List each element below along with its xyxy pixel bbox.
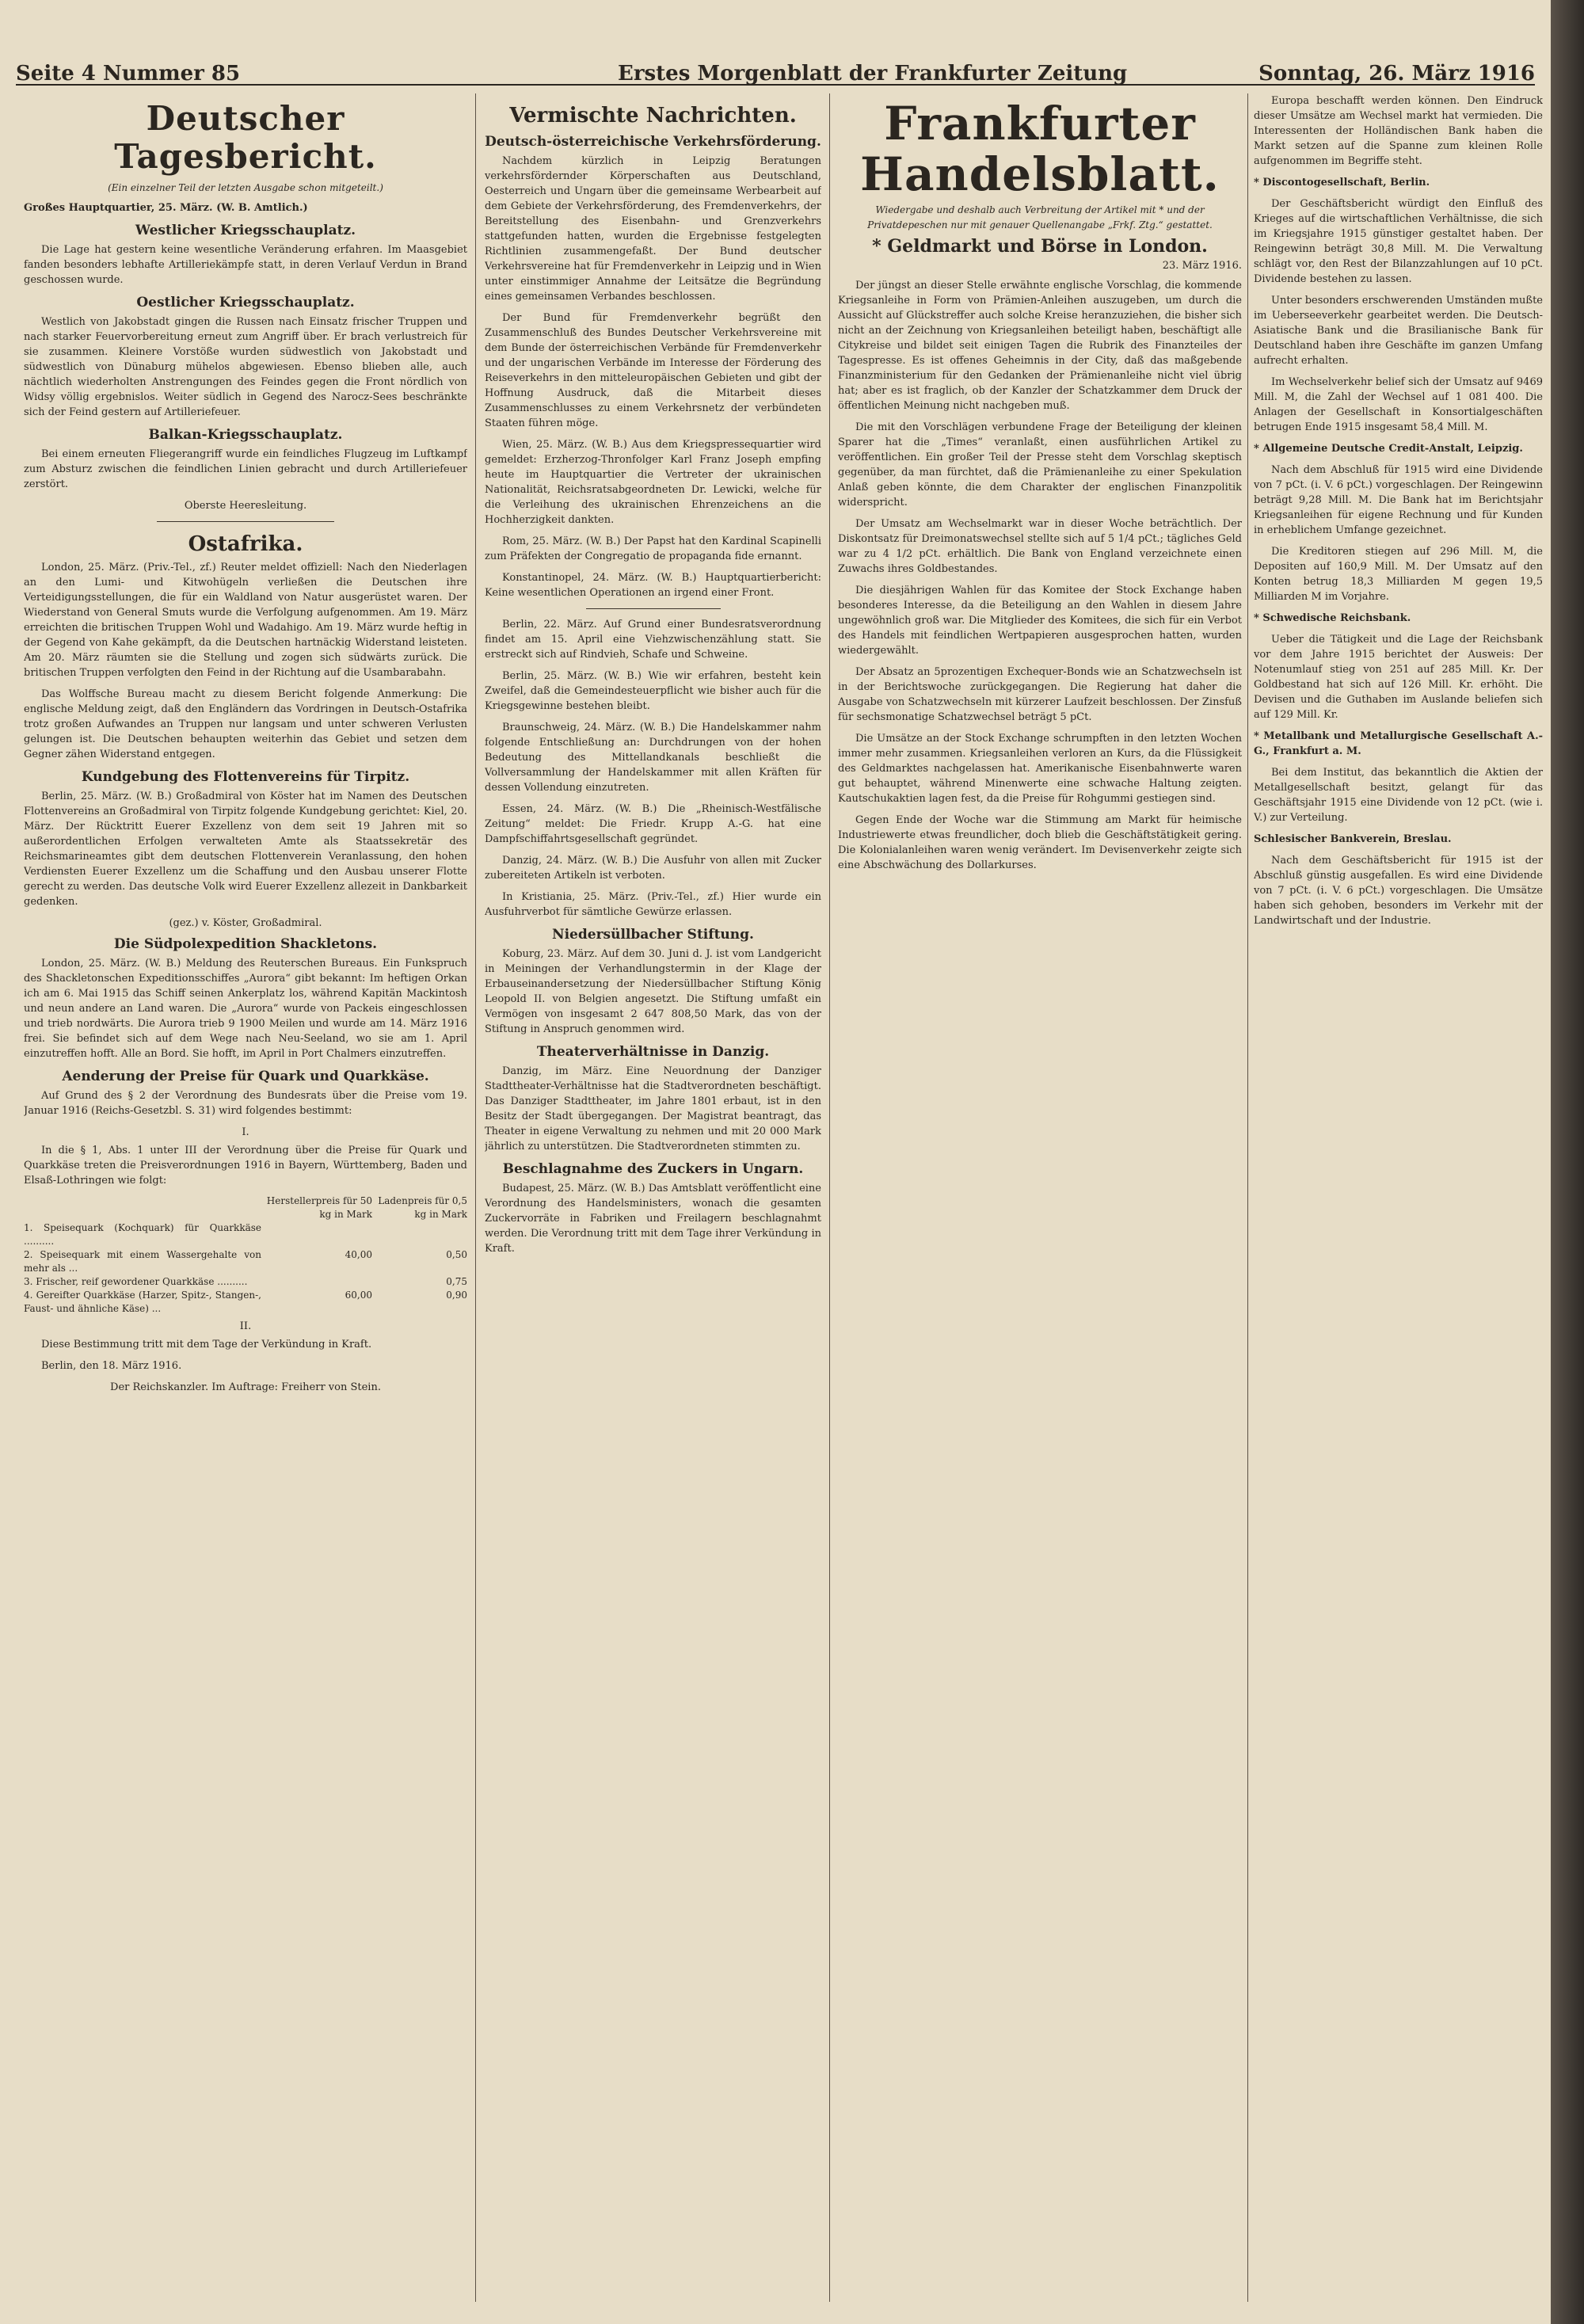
column-4 — [1254, 93, 1543, 2302]
paragraph: Die diesjährigen Wahlen für das Komitee der Stock Exchange haben besonderes Interesse, da die Beteiligung an den Wahlen in diesem Jahre ungewöhnlich groß war. Die Mitglieder des Komitees, die sich für ein Verbot des Handels mit feindlichen Wertpapieren ausgesprochen hatten, wurden wiedergewählt. — [838, 585, 1242, 657]
paragraph: Der Geschäftsbericht würdigt den Einfluß des Krieges auf die wirtschaftlichen Verhältnisse, die sich im Kriegsjahre 1915 günstiger gestaltet haben. Der Reingewinn beträgt 30,8 Mill. M. Die Verwaltung schlägt vor, den Rest der Bilanzzahlungen auf 10 pCt. Dividende bestehen zu lassen. — [1254, 198, 1543, 285]
cell: 0,50 — [446, 1249, 467, 1260]
issue-date: Sonntag, 26. März 1916 — [1258, 62, 1535, 86]
row-label: 2. Speisequark mit einem Wassergehalte von mehr als ... — [24, 1249, 261, 1274]
table-row — [24, 1221, 467, 1248]
paragraph: Nach dem Abschluß für 1915 wird eine Dividende von 7 pCt. (i. V. 6 pCt.) vorgeschlagen. Der Reingewinn beträgt 9,28 Mill. M. Die Bank hat im Berichtsjahr Kriegsanleihen für eigene Rechnung und für Kunden in erheblichem Umfange gezeichnet. — [1254, 464, 1543, 536]
paragraph: Das Wolffsche Bureau macht zu diesem Bericht folgende Anmerkung: Die englische Meldung zeigt, daß den Engländern das Vordringen in Deutsch-Ostafrika trotz großen Aufwandes an Truppen nur langsam und unter schweren Verlusten gelungen ist. Die Deutschen behaupten weiterhin das Gebiet und setzen dem Gegner zähen Widerstand entgegen. — [24, 688, 467, 760]
article-title: Aenderung der Preise für Quark und Quarkkäse. — [62, 1069, 429, 1084]
cell: 60,00 — [345, 1290, 372, 1301]
column-2 — [485, 93, 821, 2302]
table-row — [24, 1289, 467, 1316]
column-rule — [829, 93, 830, 2302]
paragraph: Wien, 25. März. (W. B.) Aus dem Kriegspressequartier wird gemeldet: Erzherzog-Thronfolger Karl Franz Joseph empfing heute im Hauptquartier die Vertreter der ukrainischen Nationalität, Reichsratsabgeordneten Dr. Lewicki, welche für die Verleihung des ukrainischen Ehrenzeichens an die Hochherzigkeit dankten. — [485, 439, 821, 526]
price-table — [24, 1194, 467, 1316]
paragraph: Die Lage hat gestern keine wesentliche Veränderung erfahren. Im Maasgebiet fanden besonders lebhafte Artilleriekämpfe statt, in deren Verlauf Verdun in Brand geschossen wurde. — [24, 244, 467, 286]
column-header: Herstellerpreis für 50 kg in Mark — [266, 1195, 372, 1220]
table-row — [24, 1275, 467, 1289]
paragraph: In Kristiania, 25. März. (Priv.-Tel., zf.) Hier wurde ein Ausfuhrverbot für sämtliche Gewürze erlassen. — [485, 891, 821, 918]
dateline: Berlin, den 18. März 1916. — [41, 1360, 182, 1372]
article-heading: Schlesischer Bankverein, Breslau. — [1254, 833, 1452, 845]
section-title: Deutscher Tagesbericht. — [114, 99, 377, 176]
article-title: * Geldmarkt und Börse in London. — [872, 236, 1208, 257]
paragraph: Konstantinopel, 24. März. (W. B.) Hauptquartierbericht: Keine wesentlichen Operationen an irgend einer Front. — [485, 572, 821, 599]
book-spine — [1551, 0, 1584, 2324]
paragraph: Europa beschafft werden können. Den Eindruck dieser Umsätze am Wechsel markt hat vermieden. Die Interessenten der Holländischen Bank haben die Markt setzen auf die Spanne zum kleinen Rolle aufgenommen im Begriffe steht. — [1254, 95, 1543, 167]
masthead: Erstes Morgenblatt der Frankfurter Zeitung — [618, 62, 1128, 86]
paragraph: Bei dem Institut, das bekanntlich die Aktien der Metallgesellschaft besitzt, gelangt für das Geschäftsjahr 1915 eine Dividende von 12 pCt. (wie i. V.) zur Verteilung. — [1254, 767, 1543, 824]
paragraph: Essen, 24. März. (W. B.) Die „Rheinisch-Westfälische Zeitung“ meldet: Die Friedr. Krupp A.-G. hat eine Dampfschiffahrtsgesellschaft gegründet. — [485, 803, 821, 845]
column-1 — [24, 93, 467, 2302]
section-title: Vermischte Nachrichten. — [509, 104, 797, 128]
paragraph: Danzig, 24. März. (W. B.) Die Ausfuhr von allen mit Zucker zubereiteten Artikeln ist verboten. — [485, 855, 821, 882]
article-heading: * Discontogesellschaft, Berlin. — [1254, 177, 1430, 189]
paragraph: Der Bund für Fremdenverkehr begrüßt den Zusammenschluß des Bundes Deutscher Verkehrsvereine mit dem Bunde der österreichischen Verbände für Fremdenverkehr und der ungarischen Verbände im Interesse der Förderung des Reiseverkehrs in den mitteleuropäischen Gebieten und gibt der Hoffnung Ausdruck, daß die Mitarbeit dieses Zusammenschlusses zu einem Verkehrsnetz der verbündeten Staaten führen möge. — [485, 312, 821, 429]
column-header: Ladenpreis für 0,5 kg in Mark — [378, 1195, 467, 1220]
paragraph: Der Absatz an 5prozentigen Exchequer-Bonds wie an Schatzwechseln ist in der Berichtswoche zurückgegangen. Die Regierung hat daher die Ausgabe von Schatzwechseln mit kürzerer Laufzeit beschlossen. Der Zinsfuß für sechsmonatige Schatzwechsel beträgt 5 pCt. — [838, 666, 1242, 723]
copyright-note: Wiedergabe und deshalb auch Verbreitung der Artikel mit * und der Privatdepeschen nur mit genauer Quellenangabe „Frkf. Ztg.“ gestattet. — [867, 204, 1213, 230]
paragraph: Berlin, 25. März. (W. B.) Großadmiral von Köster hat im Namen des Deutschen Flottenvereins an Großadmiral von Tirpitz folgende Kundgebung gerichtet: Kiel, 20. März. Der Rücktritt Euerer Exzellenz von dem seit 19 Jahren mit so außerordentlichen Erfolgen verwalteten Amte als Staatssekretär des Reichsmarineamtes gibt dem deutschen Flottenverein Veranlassung, den hohen Verdiensten Euerer Exzellenz um die Schaffung und den Ausbau unserer Flotte gerecht zu werden. Das deutsche Volk wird Euerer Exzellenz allezeit in Dankbarkeit gedenken. — [24, 791, 467, 908]
divider — [157, 521, 334, 522]
subheading: Deutsch-österreichische Verkehrsförderung. — [485, 134, 821, 150]
page-header — [16, 40, 1535, 86]
article-title: Ostafrika. — [188, 532, 303, 556]
article-title: Die Südpolexpedition Shackletons. — [113, 936, 378, 952]
paragraph: Diese Bestimmung tritt mit dem Tage der Verkündung in Kraft. — [41, 1339, 372, 1351]
column-3 — [838, 93, 1242, 2302]
paragraph: Der jüngst an dieser Stelle erwähnte englische Vorschlag, die kommende Kriegsanleihe in Form von Prämien-Anleihen auszugeben, um durch die Aussicht auf Glückstreffer auch solche Kreise heranzuziehen, die bisher sich nicht an der Zeichnung von Kriegsanleihen beteiligt haben, beschäftigt alle Citykreise und bildet seit einigen Tagen die Rubrik des Finanzteiles der Tagespresse. Es ist offenes Geheimnis in der City, daß das maßgebende Finanzministerium für den Gedanken der Prämienanleihe nicht viel übrig hat; aber es ist fraglich, ob der Kanzler der Schatzkammer dem Druck der öffentlichen Meinung nicht nachgeben muß. — [838, 280, 1242, 412]
dateline: 23. März 1916. — [1162, 260, 1242, 272]
row-label: 3. Frischer, reif gewordener Quarkkäse .......... — [24, 1276, 248, 1287]
table-header — [24, 1194, 467, 1221]
signature: Der Reichskanzler. Im Auftrage: Freiherr von Stein. — [110, 1381, 381, 1393]
paragraph: Die Kreditoren stiegen auf 296 Mill. M, die Depositen auf 160,9 Mill. M. Der Umsatz auf den Konten betrug 18,3 Milliarden M gegen 19,5 Milliarden M im Vorjahre. — [1254, 546, 1543, 603]
column-rule — [475, 93, 476, 2302]
section-subtitle: (Ein einzelner Teil der letzten Ausgabe schon mitgeteilt.) — [108, 182, 383, 193]
article-heading: * Allgemeine Deutsche Credit-Anstalt, Leipzig. — [1254, 443, 1523, 455]
paragraph: In die § 1, Abs. 1 unter III der Verordnung über die Preise für Quark und Quarkkäse treten die Preisverordnungen 1916 in Bayern, Württemberg, Baden und Elsaß-Lothringen wie folgt: — [24, 1145, 467, 1187]
paragraph: London, 25. März. (W. B.) Meldung des Reuterschen Bureaus. Ein Funkspruch des Shackletonschen Expeditionsschiffes „Aurora“ gibt bekannt: Im heftigen Orkan ich am 6. Mai 1915 das Schiff seinen Ankerplatz los, während Kapitän Mackintosh und neun andere an Land waren. Die „Aurora“ wurde von Packeis eingeschlossen und trieb nordwärts. Die Aurora trieb 9 1900 Meilen und wurde am 14. März 1916 frei. Sie befindet sich auf dem Wege nach Neu-Seeland, wo sie am 1. April einzutreffen hofft. Alle an Bord. Sie hofft, im April in Port Chalmers einzutreffen. — [24, 958, 467, 1060]
signature: Oberste Heeresleitung. — [184, 500, 307, 512]
section-title: Frankfurter Handelsblatt. — [860, 97, 1220, 201]
paragraph: Budapest, 25. März. (W. B.) Das Amtsblatt veröffentlicht eine Verordnung des Handelsministers, wonach die gesamten Zuckervorräte in Fabriken und Freilagern beschlagnahmt werden. Die Verordnung tritt mit dem Tage ihrer Verkündung in Kraft. — [485, 1183, 821, 1255]
paragraph: Bei einem erneuten Fliegerangriff wurde ein feindliches Flugzeug im Luftkampf zum Absturz zwischen die feindlichen Linien gebracht und durch Artilleriefeuer zerstört. — [24, 448, 467, 490]
article-heading: * Schwedische Reichsbank. — [1254, 612, 1411, 624]
paragraph: Unter besonders erschwerenden Umständen mußte im Ueberseeverkehr gearbeitet werden. Die Deutsch-Asiatische Bank und die Brasilianische Bank für Deutschland haben ihre Geschäfte im ganzen Umfang aufrecht erhalten. — [1254, 295, 1543, 367]
paragraph: Koburg, 23. März. Auf dem 30. Juni d. J. ist vom Landgericht in Meiningen der Verhandlungstermin in der Klage der Erbauseinandersetzung der Niedersüllbacher Stiftung König Leopold II. von Belgien angesetzt. Die Stiftung umfaßt ein Vermögen von insgesamt 2 647 808,50 Mark, das von der Stiftung in Anspruch genommen wird. — [485, 948, 821, 1035]
section-numeral: II. — [239, 1320, 252, 1332]
article-title: Kundgebung des Flottenvereins für Tirpitz. — [81, 769, 410, 785]
article-heading: * Metallbank und Metallurgische Gesellschaft A.-G., Frankfurt a. M. — [1254, 730, 1543, 757]
dateline: Großes Hauptquartier, 25. März. (W. B. Amtlich.) — [24, 202, 308, 214]
article-title: Beschlagnahme des Zuckers in Ungarn. — [502, 1161, 804, 1177]
paragraph: Ueber die Tätigkeit und die Lage der Reichsbank vor dem Jahre 1915 berichtet der Ausweis: Der Notenumlauf stieg von 251 auf 285 Mill. Kr. Der Goldbestand hat sich auf 126 Mill. Kr. erhöht. Die Devisen und die Guthaben im Auslande beliefen sich auf 129 Mill. Kr. — [1254, 634, 1543, 721]
row-label: 4. Gereifter Quarkkäse (Harzer, Spitz-, Stangen-, Faust- und ähnliche Käse) ... — [24, 1290, 261, 1314]
subheading: Westlicher Kriegsschauplatz. — [135, 223, 356, 238]
page-number: Seite 4 Nummer 85 — [16, 62, 241, 86]
cell — [372, 1221, 467, 1248]
row-label: 1. Speisequark (Kochquark) für Quarkkäse .......... — [24, 1222, 261, 1247]
paragraph: Braunschweig, 24. März. (W. B.) Die Handelskammer nahm folgende Entschließung an: Durchdrungen von der hohen Bedeutung des Mittellandkanals beschließt die Vollversammlung der Handelskammer mit allen Kräften für dessen Vollendung einzutreten. — [485, 722, 821, 794]
table-row — [24, 1248, 467, 1275]
section-numeral: I. — [242, 1126, 249, 1138]
divider — [586, 608, 721, 609]
cell: 40,00 — [345, 1249, 372, 1260]
signature: (gez.) v. Köster, Großadmiral. — [169, 917, 322, 929]
paragraph: Die mit den Vorschlägen verbundene Frage der Beteiligung der kleinen Sparer hat die „Times“ veranlaßt, einen ausführlichen Artikel zu veröffentlichen. Ein großer Teil der Presse steht dem Vorschlag skeptisch gegenüber, da man fürchtet, daß die Prämienanleihe zu einer Spekulation Anlaß geben könnte, die dem Charakter der englischen Finanzpolitik widerspricht. — [838, 421, 1242, 509]
column-rule — [1247, 93, 1248, 2302]
paragraph: Westlich von Jakobstadt gingen die Russen nach Einsatz frischer Truppen und nach starker Feuervorbereitung erneut zum Angriff über. Er brach verlustreich für sie zusammen. Kleinere Vorstöße wurden südwestlich von Jakobstadt und südwestlich von Dünaburg mühelos abgewiesen. Ebenso blieben alle, auch nächtlich wiederholten Anstrengungen des Feindes gegen die Front nördlich von Widsy völlig ergebnislos. Weiter südlich in Gegend des Narocz-Sees beschränkte sich der Feind gestern auf Artilleriefeuer. — [24, 316, 467, 418]
paragraph: London, 25. März. (Priv.-Tel., zf.) Reuter meldet offiziell: Nach den Niederlagen an den Lumi- und Kitwohügeln verließen die Deutschen ihre Verteidigungsstellungen, die für ein Waldland von Natur ausgerüstet waren. Der Wiederstand von General Smuts wurde die Verfolgung aufgenommen. Am 19. März erreichten die britischen Truppen Wohl und Wadahigo. Am 19. März wurde heftig in der Gegend von Kahe gekämpft, da die Deutschen hartnäckig Widerstand leisteten. Am 20. März räumten sie die Stellung und zogen sich südwärts zurück. Die britischen Truppen verfolgten den Feind in der Richtung auf die Usambarabahn. — [24, 562, 467, 679]
paragraph: Gegen Ende der Woche war die Stimmung am Markt für heimische Industriewerte etwas freundlicher, doch blieb die Geschäftstätigkeit gering. Die Kolonialanleihen waren wenig verändert. Im Devisenverkehr zeigte sich eine Abschwächung des Dollarkurses. — [838, 814, 1242, 871]
cell: 0,90 — [446, 1290, 467, 1301]
paragraph: Auf Grund des § 2 der Verordnung des Bundesrats über die Preise vom 19. Januar 1916 (Reichs-Gesetzbl. S. 31) wird folgendes bestimmt: — [24, 1090, 467, 1117]
paragraph: Der Umsatz am Wechselmarkt war in dieser Woche beträchtlich. Der Diskontsatz für Dreimonatswechsel stellte sich auf 5 1/4 pCt.; tägliches Geld war zu 4 1/2 pCt. erhältlich. Die Bank von England verzeichnete einen Zuwachs ihres Goldbestandes. — [838, 518, 1242, 575]
cell: 0,75 — [446, 1276, 467, 1287]
paragraph: Rom, 25. März. (W. B.) Der Papst hat den Kardinal Scapinelli zum Präfekten der Congregatio de propaganda fide ernannt. — [485, 535, 821, 562]
article-title: Niedersüllbacher Stiftung. — [552, 927, 754, 943]
cell — [261, 1275, 372, 1289]
paragraph: Nachdem kürzlich in Leipzig Beratungen verkehrsfördernder Körperschaften aus Deutschland, Oesterreich und Ungarn über die gemeinsame Werbearbeit auf dem Gebiete der Verkehrsförderung, des Fremdenverkehrs, der Bereitstellung des Eisenbahn- und Grenzverkehrs stattgefunden hatten, wurden die Ergebnisse festgelegten Richtlinien zusammengefaßt. Der Bund deutscher Verkehrsvereine hat für Fremdenverkehr in Leipzig und in Wien unter einstimmiger Annahme der Leitsätze die Begründung eines gemeinsamen Verbandes beschlossen. — [485, 155, 821, 303]
paragraph: Im Wechselverkehr belief sich der Umsatz auf 9469 Mill. M, die Zahl der Wechsel auf 1 081 400. Die Anlagen der Gesellschaft in Konsortialgeschäften betrugen Ende 1915 insgesamt 58,4 Mill. M. — [1254, 376, 1543, 433]
paragraph: Die Umsätze an der Stock Exchange schrumpften in den letzten Wochen immer mehr zusammen. Kriegsanleihen verloren an Kurs, da die Flüssigkeit des Geldmarktes nachgelassen hat. Amerikanische Eisenbahnwerte waren gut behauptet, während Minenwerte eine schwache Haltung zeigten. Kautschukaktien lagen fest, da die Preise für Rohgummi gestiegen sind. — [838, 733, 1242, 805]
paragraph: Danzig, im März. Eine Neuordnung der Danziger Stadttheater-Verhältnisse hat die Stadtverordneten beschäftigt. Das Danziger Stadttheater, im Jahre 1801 erbaut, ist in den Besitz der Stadt übergegangen. Der Magistrat beantragt, das Theater in eigene Verwaltung zu nehmen und mit 20 000 Mark jährlich zu unterstützen. Die Stadtverordneten stimmten zu. — [485, 1065, 821, 1152]
subheading: Oestlicher Kriegsschauplatz. — [136, 295, 355, 311]
article-title: Theaterverhältnisse in Danzig. — [536, 1044, 770, 1060]
subheading: Balkan-Kriegsschauplatz. — [148, 427, 343, 443]
paragraph: Nach dem Geschäftsbericht für 1915 ist der Abschluß günstig ausgefallen. Es wird eine Dividende von 7 pCt. (i. V. 6 pCt.) vorgeschlagen. Die Umsätze haben sich gehoben, besonders im Verkehr mit der Landwirtschaft und der Industrie. — [1254, 855, 1543, 927]
paragraph: Berlin, 22. März. Auf Grund einer Bundesratsverordnung findet am 15. April eine Viehzwischenzählung statt. Sie erstreckt sich auf Rindvieh, Schafe und Schweine. — [485, 619, 821, 661]
paragraph: Berlin, 25. März. (W. B.) Wie wir erfahren, besteht kein Zweifel, daß die Gemeindesteuerpflicht wie bisher auch für die Kriegsgewinne bestehen bleibt. — [485, 670, 821, 712]
cell — [261, 1221, 372, 1248]
